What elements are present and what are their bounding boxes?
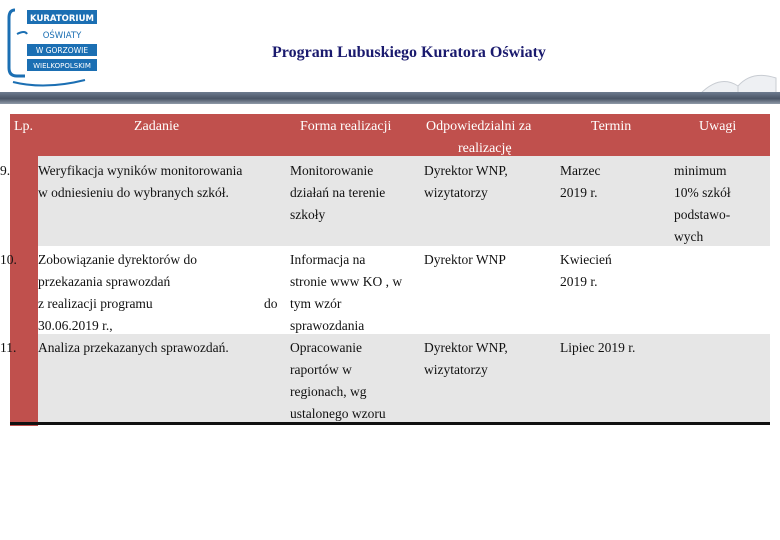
- kuratorium-logo: [5, 4, 103, 90]
- row-zadanie: Weryfikacja wyników monitorowania w odniesieniu do wybranych szkół.: [38, 163, 243, 200]
- lp-column-band: [10, 156, 38, 426]
- svg-text:KURATORIUM: KURATORIUM: [30, 14, 94, 24]
- col-header-odpowiedzialni: Odpowiedzialni za: [426, 119, 532, 134]
- row-forma: Monitorowanie działań na terenie szkoły: [290, 163, 386, 222]
- row-termin: Kwiecień 2019 r.: [560, 252, 612, 289]
- row-termin: Lipiec 2019 r.: [560, 340, 636, 355]
- row-termin: Marzec 2019 r.: [560, 163, 601, 200]
- row-odpowiedzialni: Dyrektor WNP: [424, 252, 506, 267]
- svg-text:OŚWIATY: OŚWIATY: [42, 31, 82, 41]
- row-lp: 11.: [0, 340, 17, 355]
- row-uwagi: minimum 10% szkół podstawo- wych: [674, 163, 731, 244]
- svg-text:W GORZOWIE: W GORZOWIE: [35, 46, 89, 55]
- row-odpowiedzialni: Dyrektor WNP, wizytatorzy: [424, 340, 508, 377]
- row-zadanie: Zobowiązanie dyrektorów do przekazania sprawozdań z realizacji programu 30.06.2019 r.,: [38, 252, 197, 333]
- row-lp: 10.: [0, 252, 17, 267]
- row-odpowiedzialni: Dyrektor WNP, wizytatorzy: [424, 163, 508, 200]
- program-table: [0, 114, 770, 426]
- row-lp: 9.: [0, 163, 11, 178]
- col-header-termin: Termin: [591, 119, 632, 134]
- table-bottom-border: [10, 422, 770, 425]
- header-divider-band: [0, 92, 780, 104]
- row-forma: Opracowanie raportów w regionach, wg ustalonego wzoru: [290, 340, 386, 421]
- row-zadanie: Analiza przekazanych sprawozdań.: [38, 340, 229, 355]
- col-header-odpowiedzialni-line2: realizację: [458, 141, 512, 156]
- col-header-zadanie: Zadanie: [134, 119, 180, 134]
- col-header-lp: Lp.: [14, 119, 34, 134]
- row-forma: Informacja na stronie www KO , w tym wzór sprawozdania: [290, 252, 403, 333]
- page-title: Program Lubuskiego Kuratora Oświaty: [272, 44, 546, 61]
- svg-text:WIELKOPOLSKIM: WIELKOPOLSKIM: [33, 62, 91, 70]
- row-zadanie-do: do: [264, 296, 278, 311]
- col-header-forma: Forma realizacji: [300, 119, 392, 134]
- col-header-uwagi: Uwagi: [699, 119, 737, 134]
